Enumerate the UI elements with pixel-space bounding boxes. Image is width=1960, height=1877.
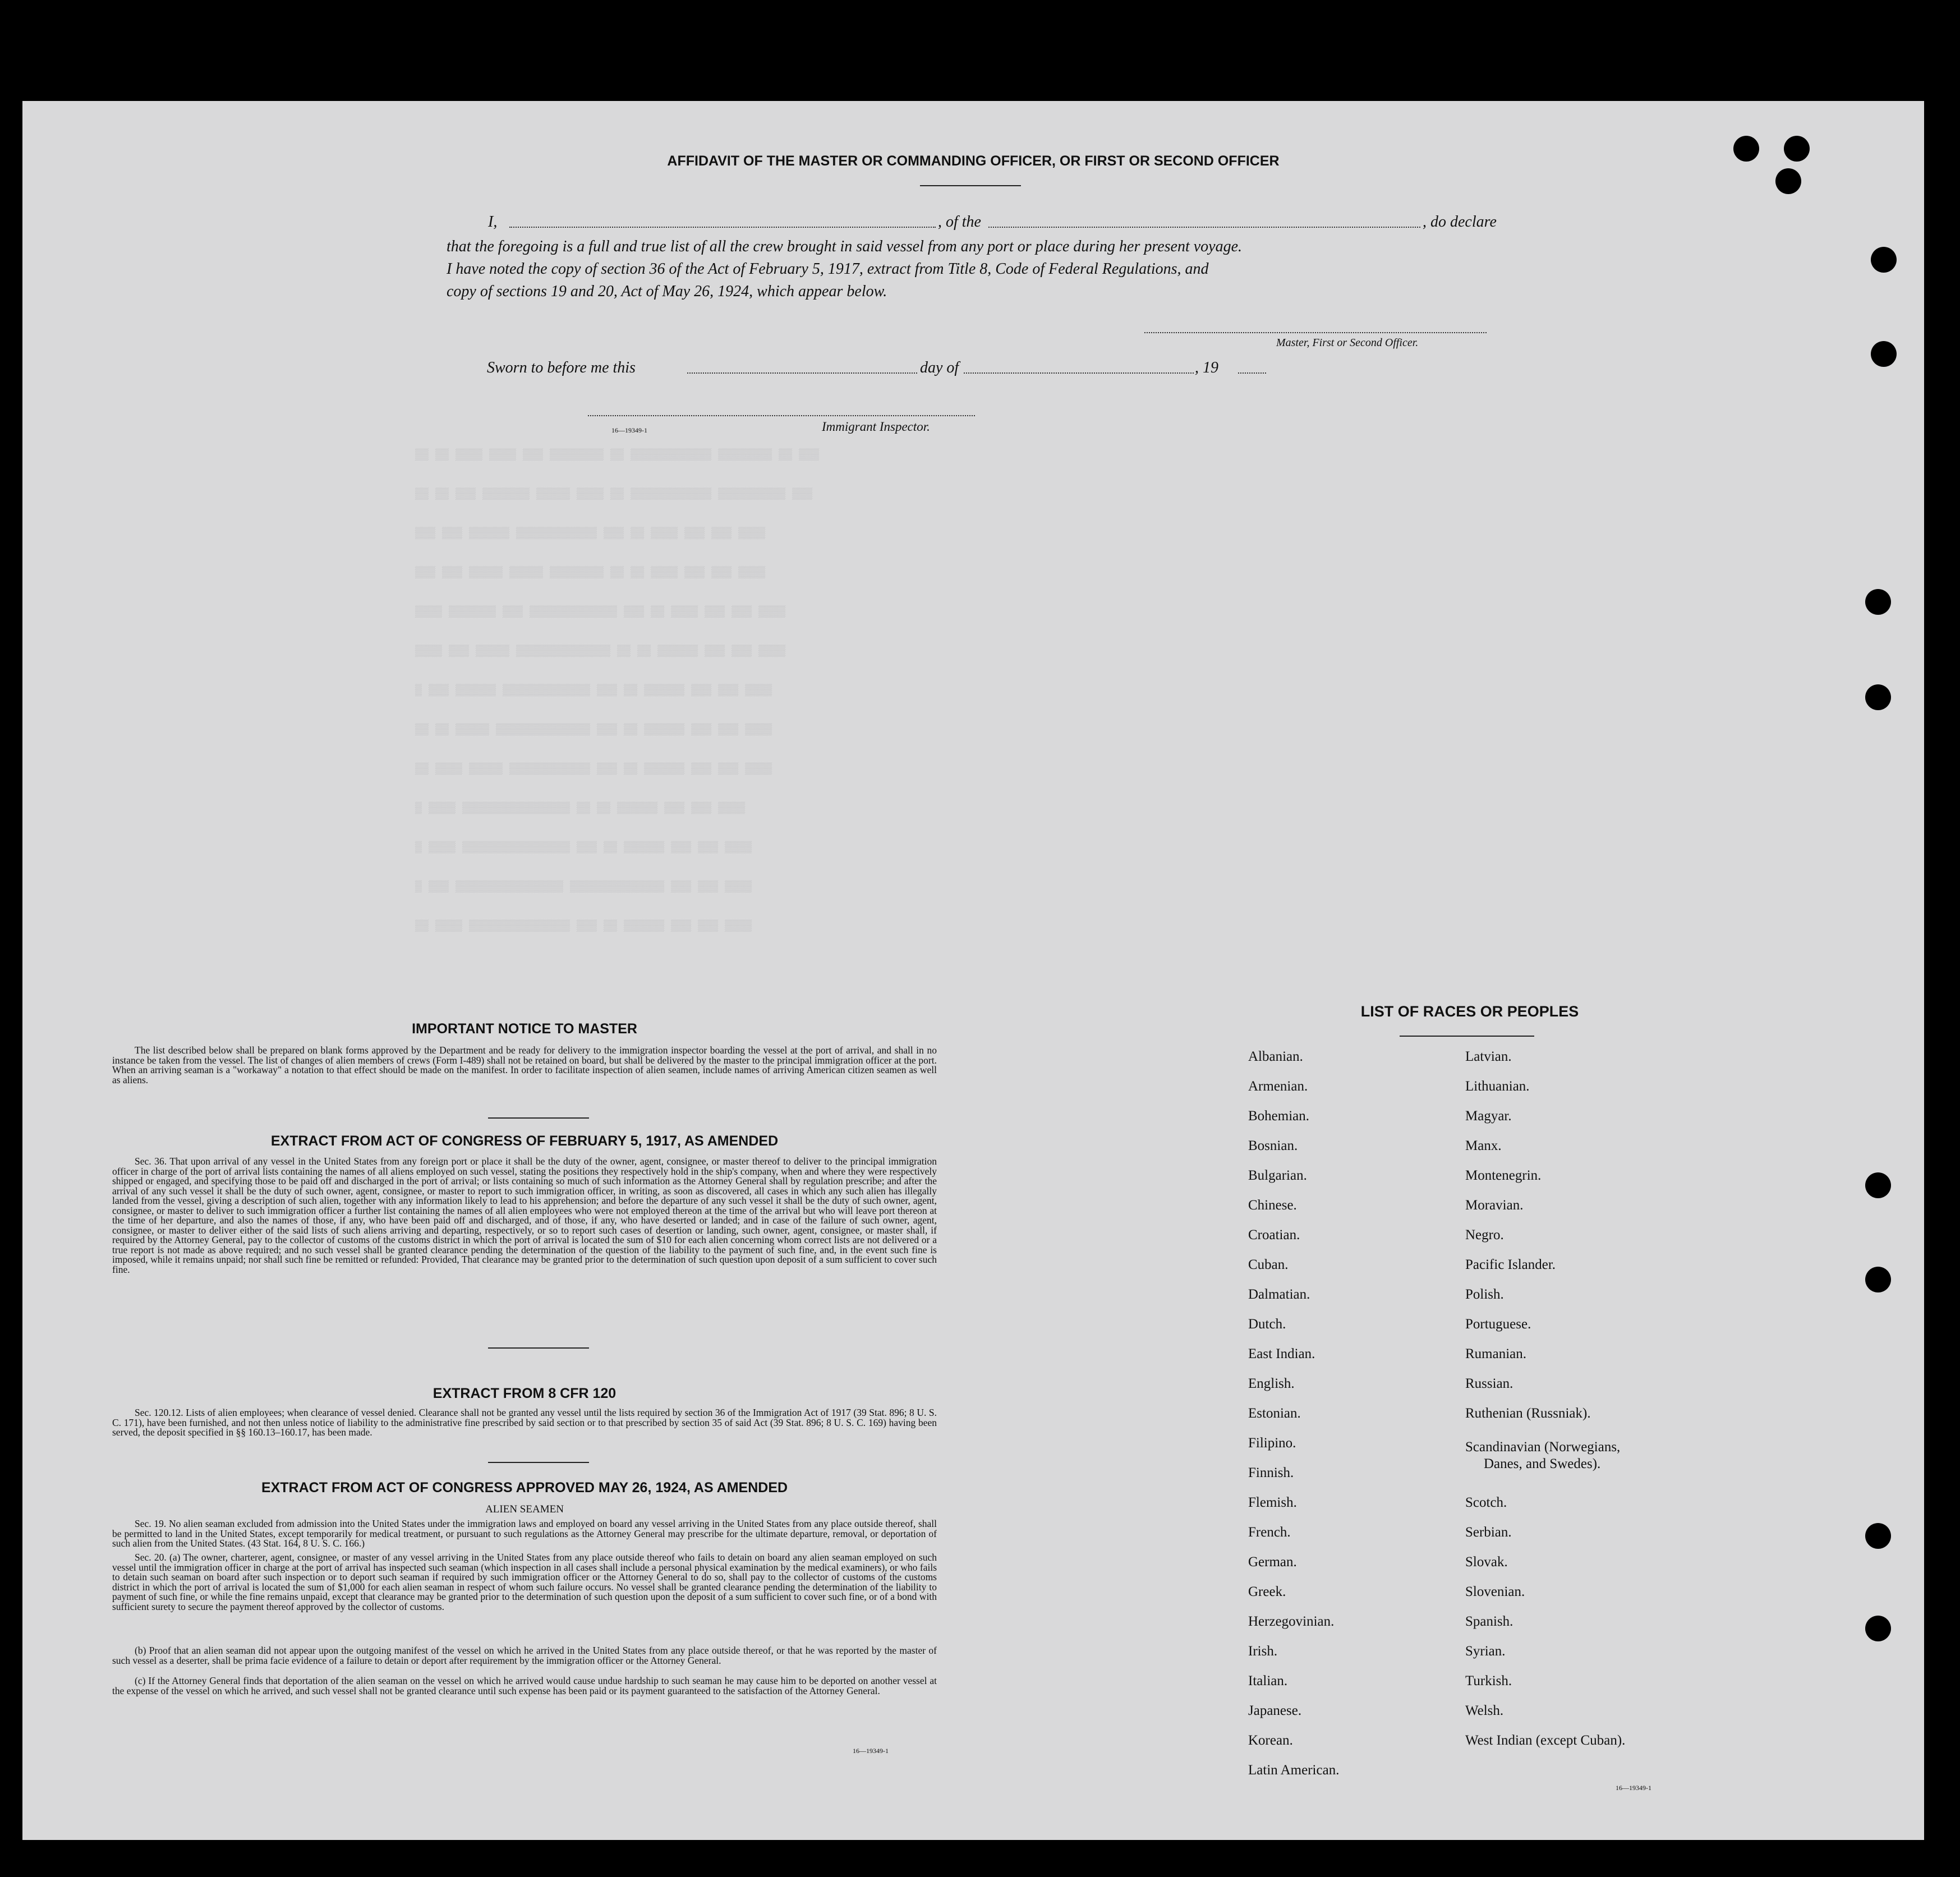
sec-20a-body: Sec. 20. (a) The owner, charterer, agent, consignee, or master of any vessel arriving in the United States from any place outside thereof who fails to detain on board any alien seaman employed on such vessel until the immigration officer in charge at the port of arrival has inspected such seaman (which inspection in all cases shall include a personal physical examination by the medical examiners), or who fails to detain such seaman on board after such inspection or to deport such seaman if required by such immigration officer or the Attorney General to do so, shall pay to the collector of customs of the customs district in which the port of arrival is located the sum of $1,000 for each alien seaman in respect of whom such failure occurs. No vessel shall be granted clearance pending the determination of the liability to payment of such fine, or while the fine remains unpaid, except that clearance may be granted prior to the determination of such question upon the deposit of a sum sufficient to cover such fine, or of a bond with sufficient surety to secure the payment thereof approved by the collector of customs.	[112, 1552, 937, 1612]
rule-2	[488, 1347, 589, 1349]
race-item: Moravian.	[1465, 1198, 1524, 1213]
race-item: Syrian.	[1465, 1644, 1506, 1659]
alien-seamen-subtitle: ALIEN SEAMEN	[485, 1503, 564, 1515]
race-item: Dutch.	[1248, 1317, 1286, 1332]
races-rule	[1400, 1036, 1534, 1037]
declaration-line-3: copy of sections 19 and 20, Act of May 26, 1924, which appear below.	[447, 283, 887, 300]
extract-cfr-body: Sec. 120.12. Lists of alien employees; when clearance of vessel denied. Clearance shall not be granted any vessel until the lists required by section 36 of the Immigration Act of 1917 (39 Stat. 896; 8 U. S. C. 171), have been furnished, and not then unless notice of liability to the administrative fine prescribed by said section or to that prescribed by section 35 of said Act (39 Stat. 896; 8 U. S. C. 169) having been served, the deposit specified in §§ 160.13–160.17, has been made.	[112, 1407, 937, 1438]
sworn-year-field[interactable]	[1238, 372, 1266, 374]
race-item: Scotch.	[1465, 1495, 1507, 1510]
race-item: Welsh.	[1465, 1703, 1504, 1718]
sworn-day-label: day of	[920, 359, 959, 376]
race-item: Scandinavian (Norwegians,	[1465, 1439, 1621, 1455]
sworn-day-field[interactable]	[687, 372, 917, 374]
title-rule	[920, 185, 1021, 186]
race-item: Negro.	[1465, 1227, 1504, 1243]
punch-hole	[1733, 136, 1759, 162]
punch-hole	[1865, 1172, 1891, 1198]
extract-1917-title: EXTRACT FROM ACT OF CONGRESS OF FEBRUARY 5, 1917, AS AMENDED	[270, 1133, 779, 1149]
race-item: Flemish.	[1248, 1495, 1297, 1510]
sworn-month-field[interactable]	[964, 372, 1194, 374]
punch-hole	[1784, 136, 1810, 162]
declaration-text	[447, 236, 1524, 303]
race-item: Rumanian.	[1465, 1346, 1527, 1361]
punch-hole	[1865, 1616, 1891, 1641]
race-item: Korean.	[1248, 1733, 1293, 1748]
race-item: Russian.	[1465, 1376, 1513, 1391]
race-item: English.	[1248, 1376, 1295, 1391]
race-item: West Indian (except Cuban).	[1465, 1733, 1626, 1748]
race-item: Greek.	[1248, 1584, 1286, 1599]
punch-hole	[1865, 1523, 1891, 1549]
document-page	[22, 101, 1924, 1840]
punch-hole	[1865, 589, 1891, 615]
races-title: LIST OF RACES OR PEOPLES	[1360, 1003, 1579, 1020]
race-item: Finnish.	[1248, 1465, 1294, 1480]
declarant-name-field[interactable]	[509, 227, 936, 228]
rule-3	[488, 1462, 589, 1463]
race-item: Estonian.	[1248, 1406, 1301, 1421]
race-item: Lithuanian.	[1465, 1079, 1530, 1094]
form-number-left: 16—19349-1	[853, 1747, 889, 1755]
race-item: Italian.	[1248, 1673, 1288, 1689]
race-item: East Indian.	[1248, 1346, 1315, 1361]
inspector-signature-field[interactable]	[588, 415, 975, 416]
extract-cfr-title: EXTRACT FROM 8 CFR 120	[433, 1386, 616, 1401]
race-item: Dalmatian.	[1248, 1287, 1310, 1302]
race-item: Latvian.	[1465, 1049, 1512, 1064]
race-item: German.	[1248, 1554, 1297, 1570]
rule-1	[488, 1117, 589, 1119]
race-item: Cuban.	[1248, 1257, 1289, 1272]
master-signature-field[interactable]	[1144, 332, 1487, 333]
race-item: Armenian.	[1248, 1079, 1308, 1094]
race-item: Japanese.	[1248, 1703, 1302, 1718]
race-item: Irish.	[1248, 1644, 1278, 1659]
punch-hole	[1871, 341, 1897, 367]
race-item: Magyar.	[1465, 1108, 1512, 1124]
declare-label: , do declare	[1423, 213, 1497, 231]
vessel-label: , of the	[938, 213, 981, 231]
race-item: Portuguese.	[1465, 1317, 1531, 1332]
master-signature-label: Master, First or Second Officer.	[1276, 337, 1419, 349]
punch-hole	[1865, 1267, 1891, 1292]
race-item: Turkish.	[1465, 1673, 1512, 1689]
declarant-label: I,	[488, 213, 498, 231]
race-item: Serbian.	[1465, 1525, 1512, 1540]
race-item: Manx.	[1465, 1138, 1502, 1153]
race-item: French.	[1248, 1525, 1291, 1540]
vessel-name-field[interactable]	[988, 227, 1420, 228]
bleed-through-area: ▒▒ ▒▒ ▒▒▒▒ ▒▒▒▒ ▒▒▒ ▒▒▒▒▒▒▒▒ ▒▒ ▒▒▒▒▒▒▒▒▒▒▒▒ ▒▒▒▒▒▒▒▒ ▒▒ ▒▒▒ ▒▒ ▒▒ ▒▒▒ ▒▒▒▒▒▒▒ ▒▒▒▒▒ ▒▒▒▒ ▒▒ ▒▒▒▒▒▒▒▒▒▒▒▒ ▒▒▒▒▒▒▒▒▒▒ ▒▒▒ ▒▒▒ ▒▒▒ ▒▒▒▒▒▒ ▒▒▒▒▒▒▒▒▒▒▒▒ ▒▒▒ ▒▒ ▒▒▒▒ ▒▒▒ ▒▒▒ ▒▒▒▒ ▒▒▒ ▒▒▒ ▒▒▒▒▒ ▒▒▒▒▒ ▒▒▒▒▒▒▒▒ ▒▒ ▒▒ ▒▒▒▒ ▒▒▒ ▒▒▒ ▒▒▒▒ ▒▒▒▒ ▒▒▒▒▒▒▒ ▒▒▒ ▒▒▒▒▒▒▒▒▒▒▒▒▒ ▒▒▒ ▒▒ ▒▒▒▒ ▒▒▒ ▒▒▒ ▒▒▒▒ ▒▒▒▒ ▒▒▒ ▒▒▒▒▒ ▒▒▒▒▒▒▒▒▒▒▒▒▒▒ ▒▒ ▒▒ ▒▒▒▒▒▒ ▒▒▒ ▒▒▒ ▒▒▒▒ ▒ ▒▒▒ ▒▒▒▒▒▒ ▒▒▒▒▒▒▒▒▒▒▒▒▒ ▒▒▒ ▒▒ ▒▒▒▒▒▒ ▒▒▒ ▒▒▒ ▒▒▒▒ ▒▒ ▒▒ ▒▒▒▒▒ ▒▒▒▒▒▒▒▒▒▒▒▒▒▒ ▒▒▒ ▒▒ ▒▒▒▒▒▒ ▒▒▒ ▒▒▒ ▒▒▒▒ ▒▒ ▒▒▒▒ ▒▒▒▒▒ ▒▒▒▒▒▒▒▒▒▒▒▒ ▒▒▒ ▒▒ ▒▒▒▒▒▒ ▒▒▒ ▒▒▒ ▒▒▒▒ ▒ ▒▒▒▒ ▒▒▒▒▒▒▒▒▒▒▒▒▒▒▒▒ ▒▒ ▒▒ ▒▒▒▒▒▒ ▒▒▒ ▒▒▒ ▒▒▒▒ ▒ ▒▒▒▒ ▒▒▒▒▒▒▒▒▒▒▒▒▒▒▒▒ ▒▒▒ ▒▒ ▒▒▒▒▒▒ ▒▒▒ ▒▒▒ ▒▒▒▒ ▒ ▒▒▒ ▒▒▒▒▒▒▒▒▒▒▒▒▒▒▒▒ ▒▒▒▒▒▒▒▒▒▒▒▒▒▒ ▒▒▒ ▒▒▒ ▒▒▒▒ ▒▒ ▒▒▒▒ ▒▒▒▒▒▒▒▒▒▒▒▒▒▒▒ ▒▒▒ ▒▒ ▒▒▒▒▒▒ ▒▒▒ ▒▒▒ ▒▒▒▒	[415, 449, 820, 933]
race-item: Latin American.	[1248, 1763, 1340, 1778]
sworn-label: Sworn to before me this	[487, 359, 636, 376]
race-item: Bosnian.	[1248, 1138, 1298, 1153]
declaration-line-1: that the foregoing is a full and true list of all the crew brought in said vessel from any port or place during her present voyage.	[447, 238, 1243, 255]
race-item: Montenegrin.	[1465, 1168, 1542, 1183]
race-item: Croatian.	[1248, 1227, 1300, 1243]
race-item: Danes, and Swedes).	[1484, 1456, 1601, 1471]
race-item: Pacific Islander.	[1465, 1257, 1556, 1272]
race-item: Bohemian.	[1248, 1108, 1310, 1124]
extract-1924-title: EXTRACT FROM ACT OF CONGRESS APPROVED MAY 26, 1924, AS AMENDED	[261, 1480, 788, 1496]
race-item: Chinese.	[1248, 1198, 1297, 1213]
race-item: Herzegovinian.	[1248, 1614, 1335, 1629]
sworn-year-label: , 19	[1195, 359, 1218, 376]
punch-hole	[1775, 168, 1801, 194]
sec-20c-body: (c) If the Attorney General finds that deportation of the alien seaman on the vessel on which he arrived would cause undue hardship to such seaman he may cause him to be deported on another vessel at the expense of the vessel on which he arrived, and such vessel shall not be granted clearance until such expense has been paid or its payment guaranteed to the satisfaction of the Attorney General.	[112, 1675, 937, 1696]
declaration-line-2: I have noted the copy of section 36 of the Act of February 5, 1917, extract from Title 8, Code of Federal Regulations, and	[447, 260, 1209, 278]
notice-body: The list described below shall be prepared on blank forms approved by the Department and be ready for delivery to the immigration inspector boarding the vessel at the port of arrival, and shall in no instance be taken from the vessel. The list of changes of alien members of crews (Form I-489) shall not be retained on board, but shall be delivered by the master to the principal immigration officer at the port. When an arriving seaman is a "workaway" a notation to that effect should be made on the manifest. In order to facilitate inspection of alien seamen, include names of arriving American citizen seamen as well as aliens.	[112, 1045, 937, 1085]
notice-title: IMPORTANT NOTICE TO MASTER	[412, 1021, 637, 1037]
form-number-top: 16—19349-1	[611, 426, 647, 434]
form-number-right: 16—19349-1	[1616, 1784, 1651, 1792]
race-item: Slovak.	[1465, 1554, 1508, 1570]
punch-hole	[1865, 684, 1891, 710]
race-item: Slovenian.	[1465, 1584, 1525, 1599]
sec-19-body: Sec. 19. No alien seaman excluded from admission into the United States under the immigration laws and employed on board any vessel arriving in the United States from any place outside thereof, shall be permitted to land in the United States, except temporarily for medical treatment, or pursuant to such regulations as the Attorney General may prescribe for the ultimate departure, removal, or deportation of such alien from the United States. (43 Stat. 164, 8 U. S. C. 166.)	[112, 1518, 937, 1549]
race-item: Ruthenian (Russniak).	[1465, 1406, 1591, 1421]
race-item: Spanish.	[1465, 1614, 1513, 1629]
race-item: Bulgarian.	[1248, 1168, 1307, 1183]
punch-hole	[1871, 247, 1897, 273]
race-item: Albanian.	[1248, 1049, 1303, 1064]
race-item: Filipino.	[1248, 1436, 1296, 1451]
extract-1917-body: Sec. 36. That upon arrival of any vessel in the United States from any foreign port or place it shall be the duty of the owner, agent, consignee, or master thereof to deliver to the principal immigration officer in charge of the port of arrival lists containing the names of all aliens employed on such vessel, stating the positions they respectively hold in the ship's company, when and where they were respectively shipped or engaged, and specifying those to be paid off and discharged in the port of arrival; or lists containing so much of such information as the Attorney General shall by regulation prescribe; and after the arrival of any such vessel it shall be the duty of such owner, agent, consignee, or master to report to such immigration officer, in writing, as soon as discovered, all cases in which any such alien has illegally landed from the vessel, giving a description of such alien, together with any information likely to lead to his apprehension; and before the departure of any such vessel it shall be the duty of such owner, agent, consignee, or master to deliver to such immigration officer a further list containing the names of all alien employees who were not employed thereon at the time of the arrival but who will leave port thereon at the time of her departure, and also the names of those, if any, who have been paid off and discharged, and of those, if any, who have deserted or landed; and in case of the failure of such owner, agent, consignee, or master to deliver either of the said lists of such aliens arriving and departing, respectively, or so to report such cases of desertion or landing, such owner, agent, consignee, or master shall, if required by the Attorney General, pay to the collector of customs of the customs district in which the port of arrival is located the sum of $10 for each alien concerning whom correct lists are not delivered or a true report is not made as above required; and no such vessel shall be granted clearance pending the determination of the question of the liability to the payment of such fine, and, in the event such fine is imposed, while it remains unpaid; nor shall such fine be remitted or refunded: Provided, That clearance may be granted prior to the determination of such question upon deposit of a sum sufficient to cover such fine.	[112, 1156, 937, 1275]
affidavit-title: AFFIDAVIT OF THE MASTER OR COMMANDING OFFICER, OR FIRST OR SECOND OFFICER	[667, 153, 1280, 169]
sec-20b-body: (b) Proof that an alien seaman did not appear upon the outgoing manifest of the vessel on which he arrived in the United States from any place outside thereof, or that he was reported by the master of such vessel as a deserter, shall be prima facie evidence of a failure to detain or deport after requirement by the immigration officer or the Attorney General.	[112, 1645, 937, 1666]
race-item: Polish.	[1465, 1287, 1504, 1302]
inspector-label: Immigrant Inspector.	[822, 420, 930, 434]
